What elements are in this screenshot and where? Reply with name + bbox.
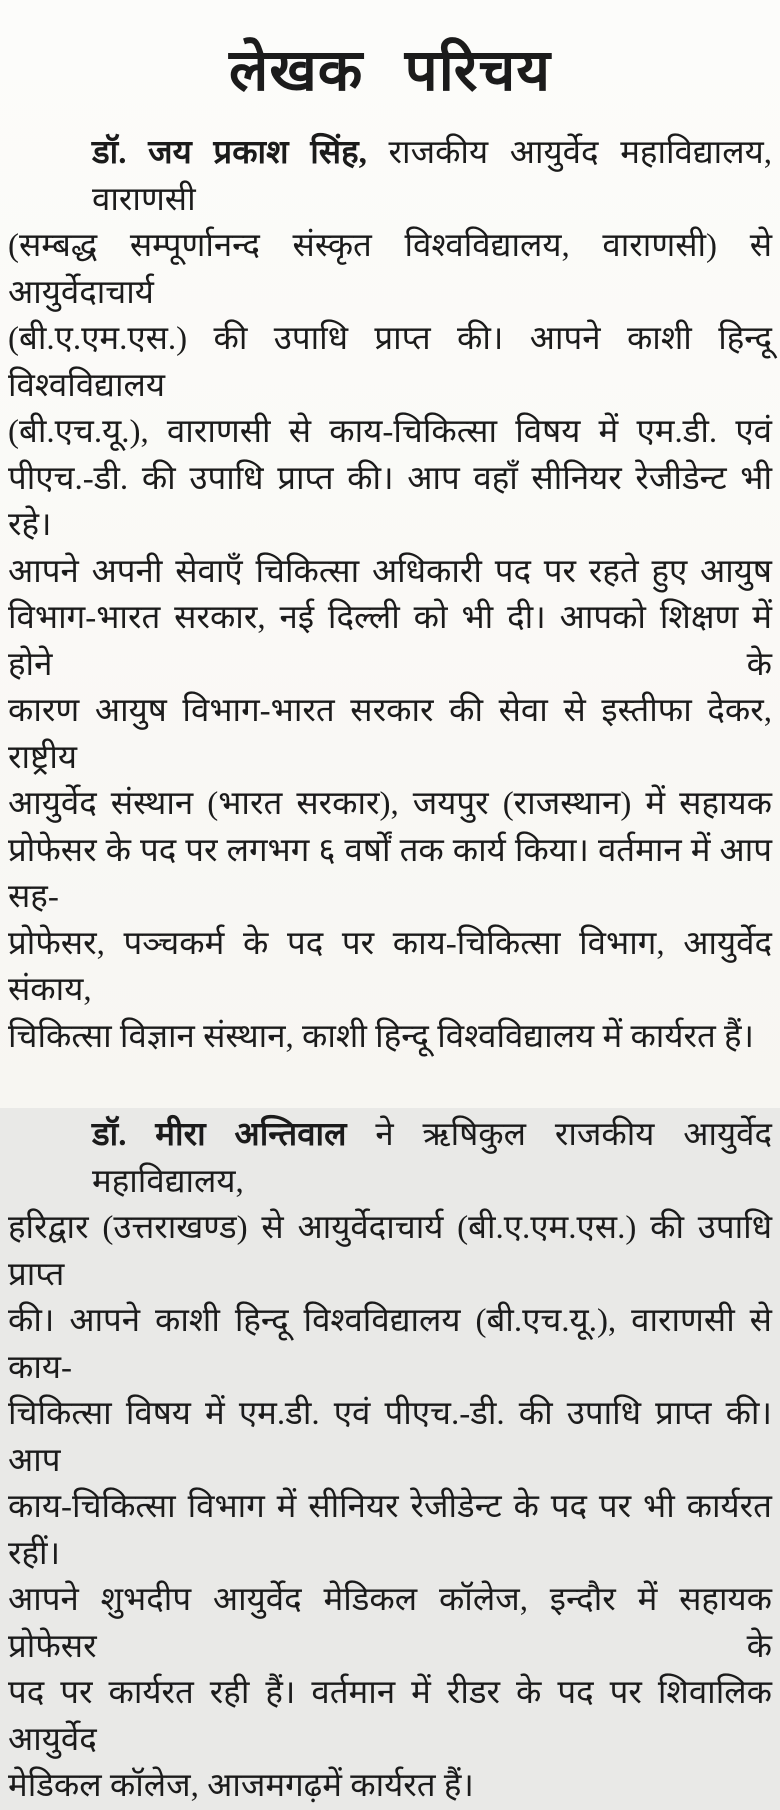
- text-line: आयुर्वेद संस्थान (भारत सरकार), जयपुर (राजस्थान) में सहायक: [8, 786, 772, 822]
- text-line: पद पर कार्यरत रही हैं। वर्तमान में रीडर के पद पर शिवालिक आयुर्वेद: [8, 1675, 772, 1758]
- text-line: चिकित्सा विज्ञान संस्थान, काशी हिन्दू विश्वविद्यालय में कार्यरत हैं।: [8, 1018, 755, 1055]
- text-run: राजकीय आयुर्वेद महाविद्यालय, वाराणसी: [92, 135, 772, 218]
- author-paragraph-2: [8, 1112, 772, 1810]
- text-line: पीएच.-डी. की उपाधि प्राप्त की। आप वहाँ सीनियर रेजीडेन्ट भी रहे।: [8, 460, 772, 543]
- author-name-2: डॉ. मीरा अन्तिवाल: [92, 1117, 347, 1153]
- text-line: प्रोफेसर, पञ्चकर्म के पद पर काय-चिकित्सा विभाग, आयुर्वेद संकाय,: [8, 925, 772, 1008]
- text-line: विभाग-भारत सरकार, नई दिल्ली को भी दी। आपको शिक्षण में होने के: [8, 600, 772, 683]
- author-name-1: डॉ. जय प्रकाश सिंह,: [92, 135, 367, 171]
- text-line: (बी.एच.यू.), वाराणसी से काय-चिकित्सा विषय में एम.डी. एवं: [8, 414, 772, 450]
- text-line: कारण आयुष विभाग-भारत सरकार की सेवा से इस्तीफा देकर, राष्ट्रीय: [8, 693, 772, 776]
- text-line: (बी.ए.एम.एस.) की उपाधि प्राप्त की। आपने काशी हिन्दू विश्वविद्यालय: [8, 321, 772, 404]
- text-line: हरिद्वार (उत्तराखण्ड) से आयुर्वेदाचार्य (बी.ए.एम.एस.) की उपाधि प्राप्त: [8, 1210, 772, 1293]
- text-line: आपने अपनी सेवाएँ चिकित्सा अधिकारी पद पर रहते हुए आयुष: [8, 553, 772, 590]
- text-line: काय-चिकित्सा विभाग में सीनियर रेजीडेन्ट के पद पर भी कार्यरत रहीं।: [8, 1489, 772, 1572]
- page-title: लेखक परिचय: [229, 38, 551, 103]
- text-line: प्रोफेसर के पद पर लगभग ६ वर्षों तक कार्य किया। वर्तमान में आप सह-: [8, 832, 772, 915]
- text-line: की। आपने काशी हिन्दू विश्वविद्यालय (बी.एच.यू.), वाराणसी से काय-: [8, 1303, 772, 1386]
- text-line: [8, 130, 772, 223]
- text-line: (सम्बद्ध सम्पूर्णानन्द संस्कृत विश्वविद्यालय, वाराणसी) से आयुर्वेदाचार्य: [8, 228, 772, 311]
- text-line: चिकित्सा विषय में एम.डी. एवं पीएच.-डी. की उपाधि प्राप्त की। आप: [8, 1396, 772, 1479]
- text-line: [8, 1112, 772, 1205]
- text-line: आपने शुभदीप आयुर्वेद मेडिकल कॉलेज, इन्दौर में सहायक प्रोफेसर के: [8, 1582, 772, 1665]
- author-paragraph-1: [8, 130, 772, 1060]
- text-run: ने ऋषिकुल राजकीय आयुर्वेद महाविद्यालय,: [92, 1117, 772, 1200]
- text-line: मेडिकल कॉलेज, आजमगढ़में कार्यरत हैं।: [8, 1768, 474, 1804]
